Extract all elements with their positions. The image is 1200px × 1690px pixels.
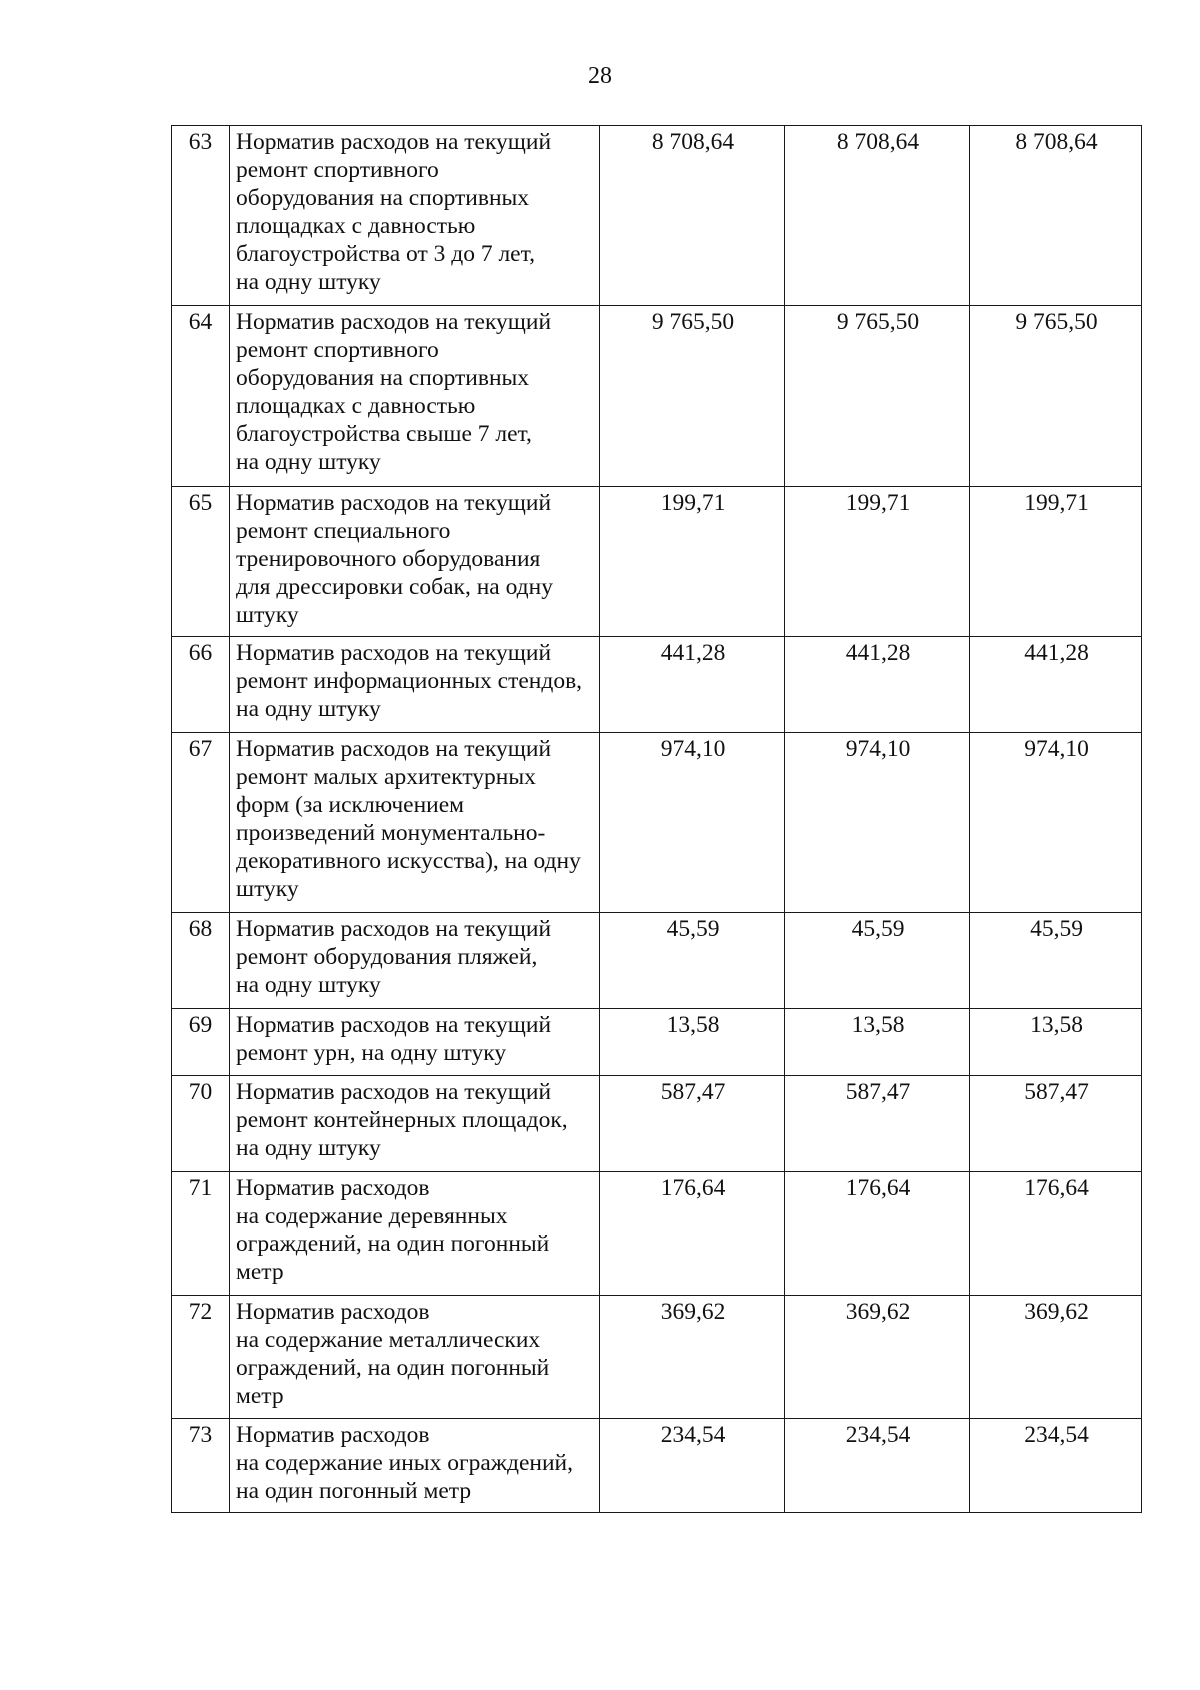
row-number: 63 — [172, 126, 230, 306]
description-line: Норматив расходов на текущий — [236, 490, 552, 516]
description-line: Норматив расходов на текущий — [236, 1012, 552, 1038]
description-line: оборудования на спортивных — [236, 185, 530, 211]
value-cell-1: 234,54 — [600, 1419, 785, 1513]
description-line: Норматив расходов — [236, 1299, 430, 1325]
row-number: 70 — [172, 1076, 230, 1172]
table-row — [172, 306, 1142, 487]
row-number: 64 — [172, 306, 230, 487]
value-cell-2: 13,58 — [785, 1009, 970, 1076]
description-line: Норматив расходов — [236, 1175, 430, 1201]
row-number: 65 — [172, 487, 230, 637]
description-line: Норматив расходов на текущий — [236, 129, 552, 155]
description-line: на одну штуку — [236, 696, 381, 722]
table-row — [172, 733, 1142, 913]
description-line: Норматив расходов — [236, 1422, 430, 1448]
value-cell-3: 45,59 — [970, 913, 1142, 1009]
description-line: штуку — [236, 602, 299, 628]
description-line: на один погонный метр — [236, 1478, 472, 1504]
description-line: ремонт специального — [236, 518, 451, 544]
description-line: тренировочного оборудования — [236, 546, 541, 572]
description-line: ремонт спортивного — [236, 337, 439, 363]
row-number: 73 — [172, 1419, 230, 1513]
value-cell-3: 441,28 — [970, 637, 1142, 733]
value-cell-2: 45,59 — [785, 913, 970, 1009]
description-line: Норматив расходов на текущий — [236, 309, 552, 335]
description-line: ремонт контейнерных площадок, — [236, 1107, 568, 1133]
description-line: ремонт спортивного — [236, 157, 439, 183]
row-description — [230, 1076, 600, 1172]
description-line: на одну штуку — [236, 449, 381, 475]
table-row — [172, 913, 1142, 1009]
description-line: ремонт оборудования пляжей, — [236, 944, 538, 970]
description-line: площадках с давностью — [236, 393, 476, 419]
value-cell-2: 369,62 — [785, 1296, 970, 1419]
row-description — [230, 637, 600, 733]
row-description — [230, 1296, 600, 1419]
value-cell-3: 176,64 — [970, 1172, 1142, 1296]
value-cell-1: 45,59 — [600, 913, 785, 1009]
value-cell-2: 974,10 — [785, 733, 970, 913]
description-line: ремонт малых архитектурных — [236, 764, 536, 790]
description-line: оборудования на спортивных — [236, 365, 530, 391]
description-line: ремонт урн, на одну штуку — [236, 1040, 507, 1066]
row-number: 71 — [172, 1172, 230, 1296]
description-line: на одну штуку — [236, 972, 381, 998]
value-cell-2: 441,28 — [785, 637, 970, 733]
description-line: метр — [236, 1383, 284, 1409]
value-cell-3: 13,58 — [970, 1009, 1142, 1076]
row-number: 72 — [172, 1296, 230, 1419]
description-line: метр — [236, 1259, 284, 1285]
row-number: 66 — [172, 637, 230, 733]
row-description — [230, 306, 600, 487]
description-line: площадках с давностью — [236, 213, 476, 239]
description-line: на одну штуку — [236, 1135, 381, 1161]
description-line: Норматив расходов на текущий — [236, 916, 552, 942]
value-cell-1: 176,64 — [600, 1172, 785, 1296]
row-description — [230, 733, 600, 913]
table-row — [172, 1419, 1142, 1513]
description-line: форм (за исключением — [236, 792, 465, 818]
description-line: Норматив расходов на текущий — [236, 736, 552, 762]
value-cell-1: 441,28 — [600, 637, 785, 733]
value-cell-3: 587,47 — [970, 1076, 1142, 1172]
description-line: на содержание металлических — [236, 1327, 541, 1353]
value-cell-1: 13,58 — [600, 1009, 785, 1076]
description-line: Норматив расходов на текущий — [236, 1079, 552, 1105]
table-row — [172, 126, 1142, 306]
value-cell-1: 369,62 — [600, 1296, 785, 1419]
value-cell-3: 9 765,50 — [970, 306, 1142, 487]
table-row — [172, 487, 1142, 637]
value-cell-1: 199,71 — [600, 487, 785, 637]
description-line: ограждений, на один погонный — [236, 1355, 550, 1381]
description-line: на содержание иных ограждений, — [236, 1450, 574, 1476]
value-cell-3: 369,62 — [970, 1296, 1142, 1419]
row-description — [230, 126, 600, 306]
description-line: на содержание деревянных — [236, 1203, 508, 1229]
description-line: на одну штуку — [236, 269, 381, 295]
description-line: ремонт информационных стендов, — [236, 668, 583, 694]
description-line: благоустройства от 3 до 7 лет, — [236, 241, 535, 267]
table-row — [172, 1076, 1142, 1172]
value-cell-3: 234,54 — [970, 1419, 1142, 1513]
description-line: штуку — [236, 876, 299, 902]
description-line: Норматив расходов на текущий — [236, 640, 552, 666]
norms-table-body — [172, 126, 1142, 1513]
page-number: 28 — [588, 63, 612, 89]
table-row — [172, 637, 1142, 733]
value-cell-3: 199,71 — [970, 487, 1142, 637]
table-row — [172, 1296, 1142, 1419]
value-cell-2: 234,54 — [785, 1419, 970, 1513]
norms-table — [171, 125, 1142, 1513]
description-line: для дрессировки собак, на одну — [236, 574, 553, 600]
row-description — [230, 487, 600, 637]
description-line: благоустройства свыше 7 лет, — [236, 421, 532, 447]
table-row — [172, 1172, 1142, 1296]
value-cell-3: 8 708,64 — [970, 126, 1142, 306]
value-cell-2: 176,64 — [785, 1172, 970, 1296]
value-cell-1: 9 765,50 — [600, 306, 785, 487]
value-cell-1: 8 708,64 — [600, 126, 785, 306]
value-cell-3: 974,10 — [970, 733, 1142, 913]
value-cell-2: 9 765,50 — [785, 306, 970, 487]
value-cell-2: 199,71 — [785, 487, 970, 637]
row-number: 68 — [172, 913, 230, 1009]
row-description — [230, 1172, 600, 1296]
value-cell-2: 8 708,64 — [785, 126, 970, 306]
row-description — [230, 1009, 600, 1076]
value-cell-2: 587,47 — [785, 1076, 970, 1172]
table-row — [172, 1009, 1142, 1076]
description-line: ограждений, на один погонный — [236, 1231, 550, 1257]
row-description — [230, 1419, 600, 1513]
row-number: 67 — [172, 733, 230, 913]
row-description — [230, 913, 600, 1009]
value-cell-1: 974,10 — [600, 733, 785, 913]
description-line: декоративного искусства), на одну — [236, 848, 581, 874]
row-number: 69 — [172, 1009, 230, 1076]
value-cell-1: 587,47 — [600, 1076, 785, 1172]
description-line: произведений монументально- — [236, 820, 546, 846]
